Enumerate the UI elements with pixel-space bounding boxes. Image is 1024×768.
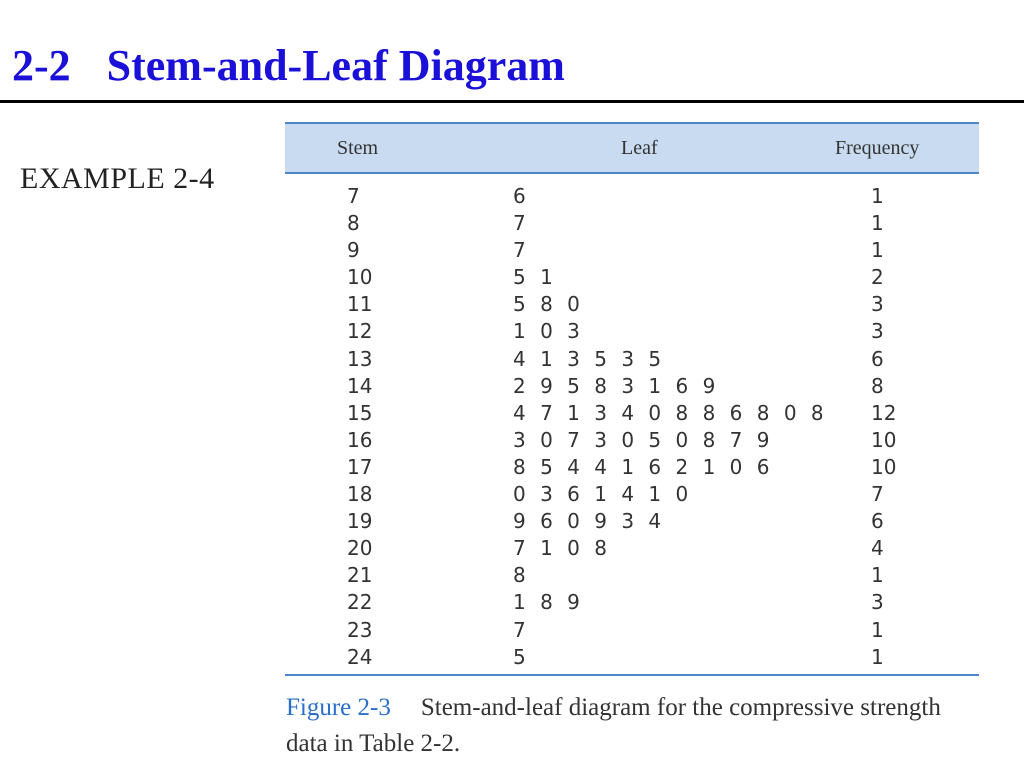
frequency-cell: 1 — [871, 211, 884, 236]
leaf-cell: 9 6 0 9 3 4 — [513, 509, 666, 534]
stem-cell: 9 — [347, 238, 360, 263]
frequency-cell: 12 — [871, 400, 897, 425]
leaf-cell: 0 3 6 1 4 1 0 — [513, 482, 693, 507]
section-title: Stem-and-Leaf Diagram — [106, 41, 565, 90]
header-frequency: Frequency — [835, 137, 920, 159]
example-label: EXAMPLE 2-4 — [20, 162, 215, 195]
stem-cell: 12 — [347, 319, 373, 344]
figure-label: Figure 2-3 — [286, 694, 391, 721]
stem-cell: 22 — [347, 590, 373, 615]
table-row — [285, 561, 979, 588]
leaf-cell: 2 9 5 8 3 1 6 9 — [513, 373, 720, 398]
stem-cell: 18 — [347, 482, 373, 507]
leaf-cell: 7 — [513, 211, 530, 236]
frequency-cell: 1 — [871, 184, 884, 208]
leaf-cell: 4 1 3 5 3 5 — [513, 346, 666, 371]
leaf-cell: 8 — [513, 563, 530, 588]
table-row — [285, 236, 979, 263]
table-row — [285, 616, 979, 643]
frequency-cell: 6 — [871, 346, 884, 371]
table-body — [285, 174, 979, 676]
stem-leaf-table — [285, 122, 979, 676]
leaf-cell: 8 5 4 4 1 6 2 1 0 6 — [513, 454, 774, 479]
leaf-cell: 3 0 7 3 0 5 0 8 7 9 — [513, 427, 774, 452]
table-header — [285, 122, 979, 174]
section-number: 2-2 — [12, 41, 71, 90]
frequency-cell: 1 — [871, 644, 884, 669]
table-row — [285, 534, 979, 561]
stem-cell: 16 — [347, 427, 373, 452]
table-row — [285, 182, 979, 209]
leaf-cell: 5 8 0 — [513, 292, 584, 317]
table-row — [285, 290, 979, 317]
leaf-cell: 7 — [513, 617, 530, 642]
frequency-cell: 8 — [871, 373, 884, 398]
frequency-cell: 3 — [871, 590, 884, 615]
stem-cell: 17 — [347, 454, 373, 479]
frequency-cell: 3 — [871, 292, 884, 317]
stem-cell: 11 — [347, 292, 373, 317]
stem-cell: 23 — [347, 617, 373, 642]
stem-cell: 21 — [347, 563, 373, 588]
stem-cell: 20 — [347, 536, 373, 561]
table-row — [285, 643, 979, 670]
table-row — [285, 209, 979, 236]
stem-cell: 10 — [347, 265, 373, 290]
table-row — [285, 345, 979, 372]
leaf-cell: 5 — [513, 644, 530, 669]
leaf-cell: 6 — [513, 184, 530, 208]
header-stem: Stem — [337, 137, 379, 159]
stem-cell: 15 — [347, 400, 373, 425]
table-row — [285, 453, 979, 480]
stem-cell: 7 — [347, 184, 360, 208]
frequency-cell: 3 — [871, 319, 884, 344]
stem-cell: 19 — [347, 509, 373, 534]
frequency-cell: 10 — [871, 454, 897, 479]
table-row — [285, 426, 979, 453]
table-row — [285, 372, 979, 399]
title-divider — [0, 100, 1024, 103]
stem-cell: 24 — [347, 644, 373, 669]
caption-text: Stem-and-leaf diagram for the compressive strength data in Table 2-2. — [286, 694, 941, 757]
frequency-cell: 6 — [871, 509, 884, 534]
stem-cell: 14 — [347, 373, 373, 398]
stem-cell: 8 — [347, 211, 360, 236]
frequency-cell: 10 — [871, 427, 897, 452]
leaf-cell: 5 1 — [513, 265, 557, 290]
stem-cell: 13 — [347, 346, 373, 371]
frequency-cell: 1 — [871, 238, 884, 263]
leaf-cell: 4 7 1 3 4 0 8 8 6 8 0 8 — [513, 400, 828, 425]
frequency-cell: 7 — [871, 482, 884, 507]
table-row — [285, 317, 979, 344]
leaf-cell: 1 0 3 — [513, 319, 584, 344]
table-row — [285, 507, 979, 534]
frequency-cell: 2 — [871, 265, 884, 290]
table-row — [285, 399, 979, 426]
frequency-cell: 4 — [871, 536, 884, 561]
frequency-cell: 1 — [871, 563, 884, 588]
table-row — [285, 263, 979, 290]
slide-title — [12, 38, 565, 94]
frequency-cell: 1 — [871, 617, 884, 642]
table-row — [285, 480, 979, 507]
header-leaf: Leaf — [621, 137, 658, 159]
leaf-cell: 7 — [513, 238, 530, 263]
leaf-cell: 1 8 9 — [513, 590, 584, 615]
table-row — [285, 588, 979, 615]
leaf-cell: 7 1 0 8 — [513, 536, 611, 561]
figure-caption — [286, 690, 966, 762]
